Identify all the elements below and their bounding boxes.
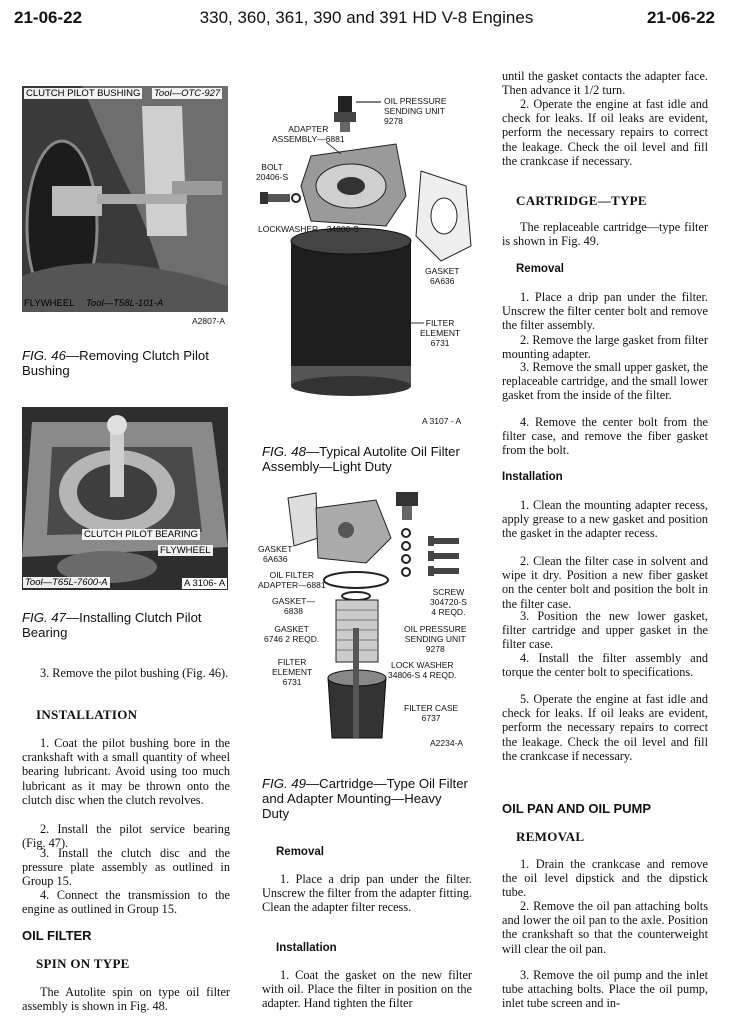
fig48-label-gasket	[425, 266, 459, 286]
fig49-label-gasket-6838	[272, 596, 315, 616]
col1-para-2: 2. Install the pilot service bearing (Fig. 47).	[22, 822, 230, 851]
col3-heading-cartridge: CARTRIDGE—TYPE	[516, 193, 647, 208]
fig46-code: A2807-A	[192, 316, 226, 326]
fig49-caption	[262, 776, 472, 821]
fig48-label-bolt-text: BOLT 20406-S	[256, 162, 289, 182]
col3-para-b: 2. Operate the engine at fast idle and check for leaks. If oil leaks are evident, perform the necessary repairs to correct the leakage. Check the oil level and fill the crankcase if necessary.	[502, 97, 708, 168]
fig46-photo-art	[22, 86, 228, 312]
fig47-photo-art	[22, 407, 228, 590]
fig48-filter-can	[291, 241, 411, 381]
fig49-label-gasket-6746	[264, 624, 319, 644]
fig49-gasket-ring	[324, 572, 388, 588]
col3-para-a: until the gasket contacts the adapter face. Then advance it 1/2 turn.	[502, 69, 708, 98]
col3-install-3: 3. Position the new lower gasket, filter cartridge and upper gasket in the filter case.	[502, 609, 708, 652]
fig49-caption-text: —Cartridge—Type Oil Filter and Adapter Mounting—Heavy Duty	[262, 776, 468, 821]
fig46-label-bushing: CLUTCH PILOT BUSHING	[26, 88, 141, 99]
col1-para-3: 3. Install the clutch disc and the pressure plate assembly as outlined in Group 15.	[22, 846, 230, 889]
fig49-center-bolt	[353, 628, 359, 738]
fig48-caption-text: —Typical Autolite Oil Filter Assembly—Light Duty	[262, 444, 460, 474]
col3-oilpan-3: 3. Remove the oil pump and the inlet tube attaching bolts. Place the oil pump, inlet tube screen and in-	[502, 968, 708, 1011]
col3-heading-removal: Removal	[516, 263, 564, 275]
fig48-label-gasket-text: GASKET 6A636	[425, 266, 460, 286]
fig48-label-adapter-text: ADAPTER ASSEMBLY—6881	[272, 124, 345, 144]
col2-heading-installation: Installation	[276, 942, 337, 954]
fig48-lockwasher-ring	[292, 194, 300, 202]
fig49-label-lock-washer	[388, 660, 457, 680]
fig49-label-gasket-6746-text: GASKET 6746 2 REQD.	[264, 624, 320, 644]
fig49-label-filter-case	[404, 703, 458, 723]
fig49-label-filter-element	[272, 657, 312, 687]
fig48-code: A 3107 - A	[422, 416, 462, 426]
col1-para-1: 1. Coat the pilot bushing bore in the crankshaft with a small quantity of wheel bearing lubricant. Avoid using too much lubricant as it may be thrown onto the clutch disc when the clutch revolves.	[22, 736, 230, 807]
fig49-adapter-port	[338, 522, 354, 538]
fig46-number: FIG. 46	[22, 348, 66, 363]
fig49-sending-unit-thread	[402, 506, 412, 520]
fig49-label-screw	[430, 587, 467, 617]
col2-para-2: 1. Coat the gasket on the new filter with oil. Place the filter in position on the adapter. Hand tighten the filter	[262, 968, 472, 1011]
fig46-photo	[22, 86, 228, 312]
fig48-label-adapter	[272, 124, 345, 144]
col1-para-4: 4. Connect the transmission to the engine as outlined in Group 15.	[22, 888, 230, 917]
fig48-label-filter-element-text: FILTER ELEMENT 6731	[420, 318, 461, 348]
fig48-bolt-head	[260, 192, 268, 204]
fig49-label-filter-case-text: FILTER CASE 6737	[404, 703, 459, 723]
col3-heading-oil-pan: OIL PAN AND OIL PUMP	[502, 801, 652, 816]
page-number-right: 21-06-22	[646, 8, 715, 27]
col2-heading-removal: Removal	[276, 846, 324, 858]
col3-removal-3: 3. Remove the small upper gasket, the replaceable cartridge, and the small lower gasket from the inside of the filter.	[502, 360, 708, 403]
col3-removal-1: 1. Place a drip pan under the filter. Unscrew the filter center bolt and remove the filter assembly.	[502, 290, 708, 333]
fig49-label-gasket-6838-text: GASKET— 6838	[272, 596, 315, 616]
fig47-number: FIG. 47	[22, 610, 66, 625]
col1-para-5: The Autolite spin on type oil filter assembly is shown in Fig. 48.	[22, 985, 230, 1014]
fig49-screws	[428, 536, 459, 576]
col3-heading-removal-2: REMOVAL	[516, 829, 585, 844]
fig49-number: FIG. 49	[262, 776, 306, 791]
col3-oilpan-2: 2. Remove the oil pan attaching bolts and lower the oil pan to the axle. Position the crankshaft so that the counterweight will clear the oil pan.	[502, 899, 708, 956]
fig47-label-flywheel: FLYWHEEL	[160, 545, 211, 556]
page-header	[0, 8, 733, 32]
fig49-label-lock-washer-text: LOCK WASHER 34806-S 4 REQD.	[388, 660, 457, 680]
fig46-label-flywheel: FLYWHEEL	[24, 298, 75, 309]
fig47-caption-text: —Installing Clutch Pilot Bearing	[22, 610, 202, 640]
fig48-label-lockwasher: LOCKWASHER—34806-S	[258, 224, 359, 234]
fig46-label-tool-bottom: Tool—T58L-101-A	[86, 298, 164, 309]
fig48-sending-unit-hex	[334, 112, 356, 122]
fig47-label-tool: Tool—T65L-7600-A	[25, 577, 108, 588]
fig46-caption	[22, 348, 232, 378]
fig48-gasket-hole	[431, 198, 457, 234]
col3-install-4: 4. Install the filter assembly and torque the center bolt to specifications.	[502, 651, 708, 680]
fig48-number: FIG. 48	[262, 444, 306, 459]
fig48-sending-unit-cap	[338, 96, 352, 114]
fig49-label-adapter	[258, 570, 326, 590]
fig46-caption-text: —Removing Clutch Pilot Bushing	[22, 348, 209, 378]
fig48-label-oil-pressure	[384, 96, 447, 126]
fig49-code: A2234-A	[430, 738, 464, 748]
col1-heading-installation: INSTALLATION	[36, 707, 138, 722]
fig49-label-gasket-6a636-text: GASKET 6A636	[258, 544, 293, 564]
col3-heading-installation: Installation	[502, 471, 563, 483]
fig47-photo	[22, 407, 228, 590]
col1-heading-oil-filter: OIL FILTER	[22, 928, 92, 943]
col2-para-1: 1. Place a drip pan under the filter. Unscrew the filter from the adapter fitting. Clean the adapter filter recess.	[262, 872, 472, 915]
page-number-left: 21-06-22	[14, 8, 83, 27]
col1-heading-spin-on: SPIN ON TYPE	[36, 956, 130, 971]
fig48-adapter-bore	[337, 177, 365, 195]
col1-step3: 3. Remove the pilot bushing (Fig. 46).	[40, 666, 229, 680]
col3-removal-4: 4. Remove the center bolt from the filter case, and remove the fiber gasket from the bolt.	[502, 415, 708, 458]
page-title: 330, 360, 361, 390 and 391 HD V-8 Engines	[199, 8, 534, 27]
fig48-filter-bottom	[291, 376, 411, 396]
fig48-caption	[262, 444, 472, 474]
fig48-label-bolt	[256, 162, 288, 182]
fig48-label-filter-element	[420, 318, 460, 348]
fig47-label-bearing: CLUTCH PILOT BEARING	[84, 529, 198, 540]
fig49-sending-unit	[396, 492, 418, 506]
fig47-code: A 3106- A	[184, 578, 226, 589]
fig49-label-screw-text: SCREW 304720-S 4 REQD.	[430, 587, 467, 617]
col3-removal-2: 2. Remove the large gasket from filter mounting adapter.	[502, 333, 708, 362]
col3-install-2: 2. Clean the filter case in solvent and wipe it dry. Position a new fiber gasket on the center bolt and position the bolt in the filter case.	[502, 554, 708, 611]
col3-para-c: The replaceable cartridge—type filter is shown in Fig. 49.	[502, 220, 708, 249]
fig49-label-oil-pressure-text: OIL PRESSURE SENDING UNIT 9278	[404, 624, 467, 654]
fig49-label-gasket-6a636	[258, 544, 292, 564]
fig49-gasket-small	[342, 592, 370, 600]
col3-oilpan-1: 1. Drain the crankcase and remove the oil level dipstick and the dipstick tube.	[502, 857, 708, 900]
fig49-label-adapter-text: OIL FILTER ADAPTER—6881	[258, 570, 326, 590]
col3-install-1: 1. Clean the mounting adapter recess, apply grease to a new gasket and position the gasket in the adapter recess.	[502, 498, 708, 541]
fig49-lock-washers	[402, 529, 410, 576]
fig49-gasket-plate	[288, 493, 318, 546]
fig46-label-tool-top: Tool—OTC-927	[154, 88, 221, 99]
fig48-label-oil-pressure-text: OIL PRESSURE SENDING UNIT 9278	[384, 96, 447, 126]
col3-install-5: 5. Operate the engine at fast idle and check for leaks. If oil leaks are evident, perform the necessary repairs to correct the leakage. Check the oil level and fill the crankcase if necessary.	[502, 692, 708, 763]
fig49-label-filter-element-text: FILTER ELEMENT 6731	[272, 657, 313, 687]
fig47-caption	[22, 610, 232, 640]
fig49-label-oil-pressure	[404, 624, 467, 654]
